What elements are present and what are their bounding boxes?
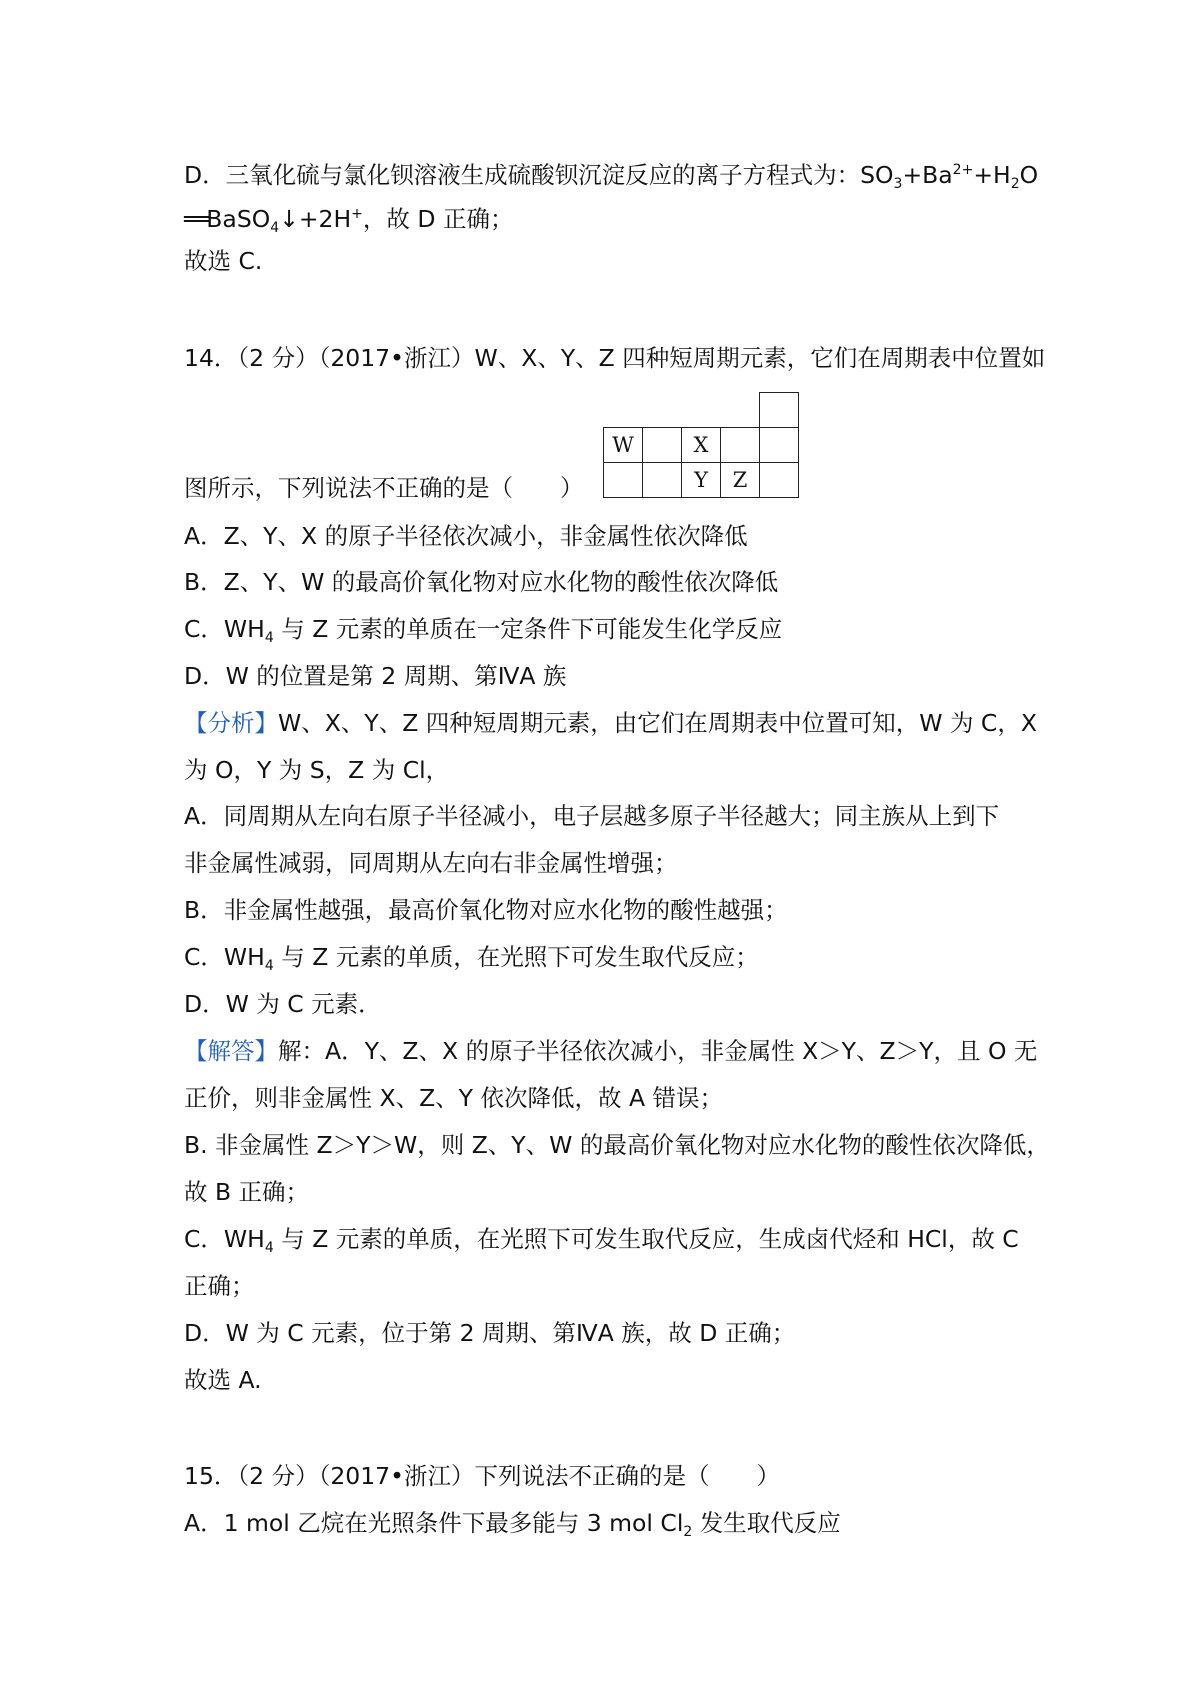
q14-solution-d: D．W 为 C 元素，位于第 2 周期、第ⅣA 族，故 D 正确； <box>184 1319 796 1347</box>
q14-solution-b1: B. 非金属性 Z＞Y＞W，则 Z、Y、W 的最高价氧化物对应水化物的酸性依次降低， <box>184 1131 1050 1159</box>
q14-solution-b2: 故 B 正确； <box>184 1178 310 1206</box>
q14-analysis-a2: 非金属性减弱，同周期从左向右非金属性增强； <box>184 849 678 877</box>
q14-analysis-a1: A．同周期从左向右原子半径减小，电子层越多原子半径越大；同主族从上到下 <box>184 802 1000 830</box>
pt-cell-z: Z <box>721 463 760 498</box>
q14-solution-line1: 【解答】解：A．Y、Z、X 的原子半径依次减小，非金属性 X＞Y、Z＞Y，且 O 无 <box>184 1037 1038 1065</box>
pt-cell-y: Y <box>682 463 721 498</box>
pt-cell <box>760 428 799 463</box>
pt-cell <box>721 428 760 463</box>
q14-analysis-d: D．W 为 C 元素． <box>184 990 382 1018</box>
pt-cell <box>643 393 682 428</box>
q14-analysis-b: B．非金属性越强，最高价氧化物对应水化物的酸性越强； <box>184 896 788 924</box>
pt-cell <box>643 428 682 463</box>
q14-analysis-c: C．$WH_4$ 与 Z 元素的单质，在光照下可发生取代反应； <box>184 943 759 974</box>
q13-option-d-line2: ══BaSO$_4$↓+2H+，故 D 正确； <box>184 205 514 236</box>
pt-cell-x: X <box>682 428 721 463</box>
q14-solution-line2: 正价，则非金属性 X、Z、Y 依次降低，故 A 错误； <box>184 1084 724 1112</box>
pt-cell <box>604 393 643 428</box>
periodic-row-2 <box>604 428 799 463</box>
q14-option-c: C．$WH_4$ 与 Z 元素的单质在一定条件下可能发生化学反应 <box>184 615 783 646</box>
q14-stem-line1: 14．（2 分）（2017•浙江）W、X、Y、Z 四种短周期元素，它们在周期表中位置如 <box>184 344 1046 372</box>
q14-analysis-line2: 为 O，Y 为 S，Z 为 Cl， <box>184 756 450 784</box>
q14-analysis-line1: 【分析】W、X、Y、Z 四种短周期元素，由它们在周期表中位置可知，W 为 C，X <box>184 709 1037 737</box>
q13-choose: 故选 C. <box>184 247 263 275</box>
solution-tag: 【解答】 <box>184 1037 278 1065</box>
q15-stem: 15．（2 分）（2017•浙江）下列说法不正确的是（ ） <box>184 1462 780 1490</box>
pt-cell <box>760 393 799 428</box>
pt-cell <box>721 393 760 428</box>
periodic-row-1 <box>604 393 799 428</box>
pt-cell-w: W <box>604 428 643 463</box>
equals-sign: ══ <box>184 205 207 233</box>
q14-option-d: D．W 的位置是第 2 周期、第ⅣA 族 <box>184 662 567 690</box>
q14-option-b: B．Z、Y、W 的最高价氧化物对应水化物的酸性依次降低 <box>184 568 779 596</box>
q13-d-text: D．三氧化硫与氯化钡溶液生成硫酸钡沉淀反应的离子方程式为： <box>184 161 861 189</box>
q13-option-d-line1 <box>184 154 1039 200</box>
q13-d-formula: $SO_3+Ba^{2+}+H_2O$ <box>860 161 1039 192</box>
q13-d-conclusion: ，故 D 正确； <box>362 205 514 233</box>
q14-solution-c2: 正确； <box>184 1272 255 1300</box>
q14-solution-c: C．$WH_4$ 与 Z 元素的单质，在光照下可发生取代反应，生成卤代烃和 HCl，故 C <box>184 1225 1019 1256</box>
pt-cell <box>682 393 721 428</box>
analysis-tag: 【分析】 <box>184 709 278 737</box>
q14-choose: 故选 A. <box>184 1366 262 1394</box>
q15-option-a: A．1 mol 乙烷在光照条件下最多能与 3 mol $Cl_2$ 发生取代反应 <box>184 1509 841 1540</box>
q14-option-a: A．Z、Y、X 的原子半径依次减小，非金属性依次降低 <box>184 522 748 550</box>
q14-stem-line2: 图所示，下列说法不正确的是（ ） <box>184 474 584 502</box>
